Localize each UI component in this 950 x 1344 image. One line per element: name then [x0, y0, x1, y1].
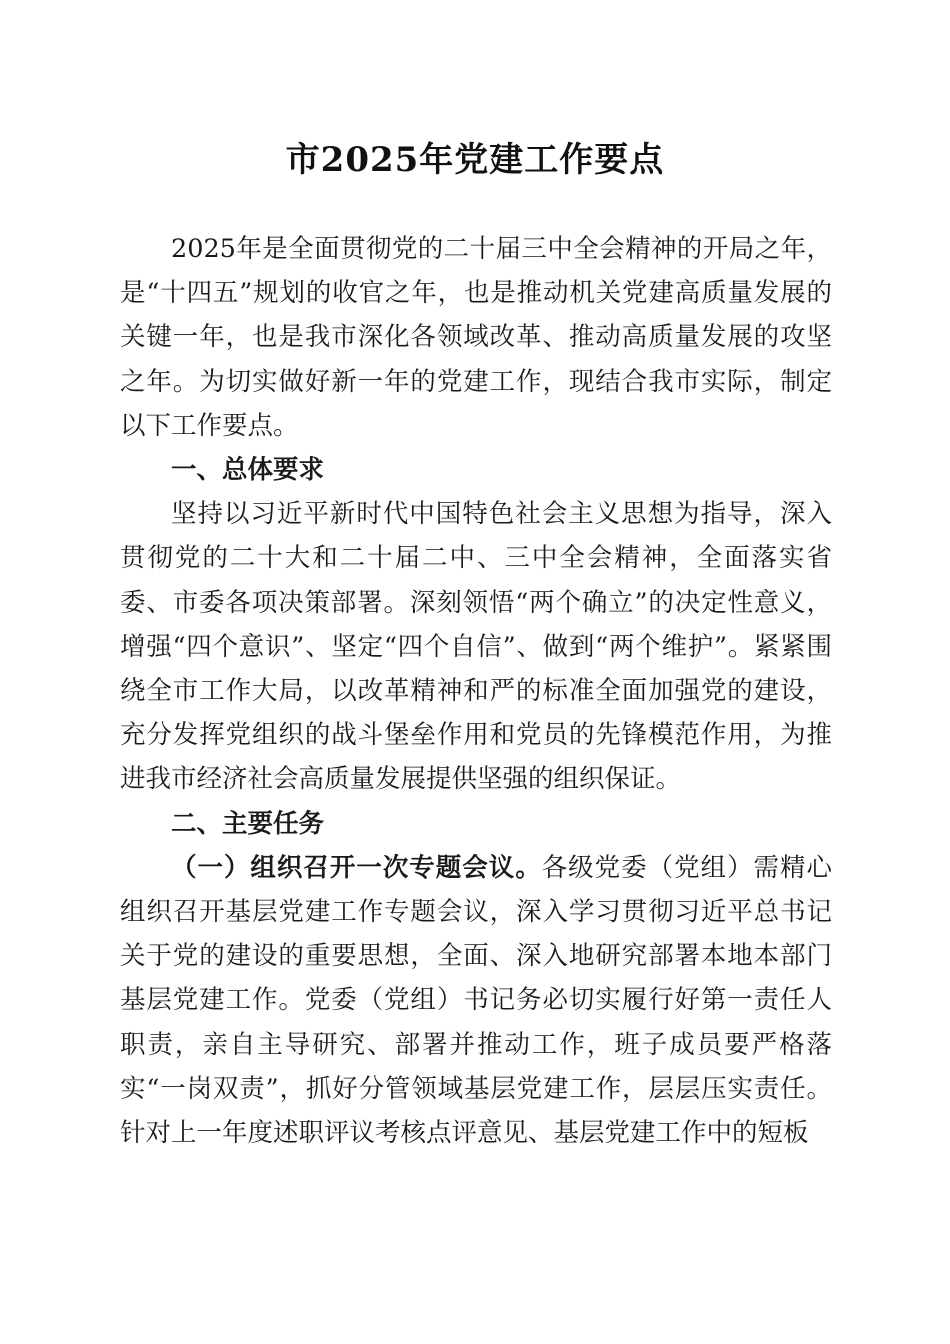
task-one-text: 各级党委（党组）需精心组织召开基层党建工作专题会议，深入学习贯彻习近平总书记关于党的建设的重要思想，全面、深入地研究部署本地本部门基层党建工作。党委（党组）书记务必切实履行好第一责任人职责，亲自主导研究、部署并推动工作，班子成员要严格落实“一岗双责”，抓好分管领域基层党建工作，层层压实责任。针对上一年度述职评议考核点评意见、基层党建工作中的短板	[120, 852, 832, 1149]
task-one-subheading: （一）组织召开一次专题会议。	[171, 852, 542, 883]
section-heading-general-requirements: 一、总体要求	[171, 455, 325, 486]
document-body	[120, 227, 832, 1155]
intro-paragraph: 2025年是全面贯彻党的二十届三中全会精神的开局之年，是“十四五”规划的收官之年，也是推动机关党建高质量发展的关键一年，也是我市深化各领域改革、推动高质量发展的攻坚之年。为切实做好新一年的党建工作，现结合我市实际，制定以下工作要点。	[120, 234, 832, 441]
task-one-paragraph	[120, 846, 832, 1155]
general-requirements-paragraph: 坚持以习近平新时代中国特色社会主义思想为指导，深入贯彻党的二十大和二十届二中、三中全会精神，全面落实省委、市委各项决策部署。深刻领悟“两个确立”的决定性意义，增强“四个意识”、坚定“四个自信”、做到“两个维护”。紧紧围绕全市工作大局，以改革精神和严的标准全面加强党的建设，充分发挥党组织的战斗堡垒作用和党员的先锋模范作用，为推进我市经济社会高质量发展提供坚强的组织保证。	[120, 499, 832, 795]
document-title: 市2025年党建工作要点	[285, 140, 665, 180]
section-heading-main-tasks: 二、主要任务	[171, 808, 325, 839]
